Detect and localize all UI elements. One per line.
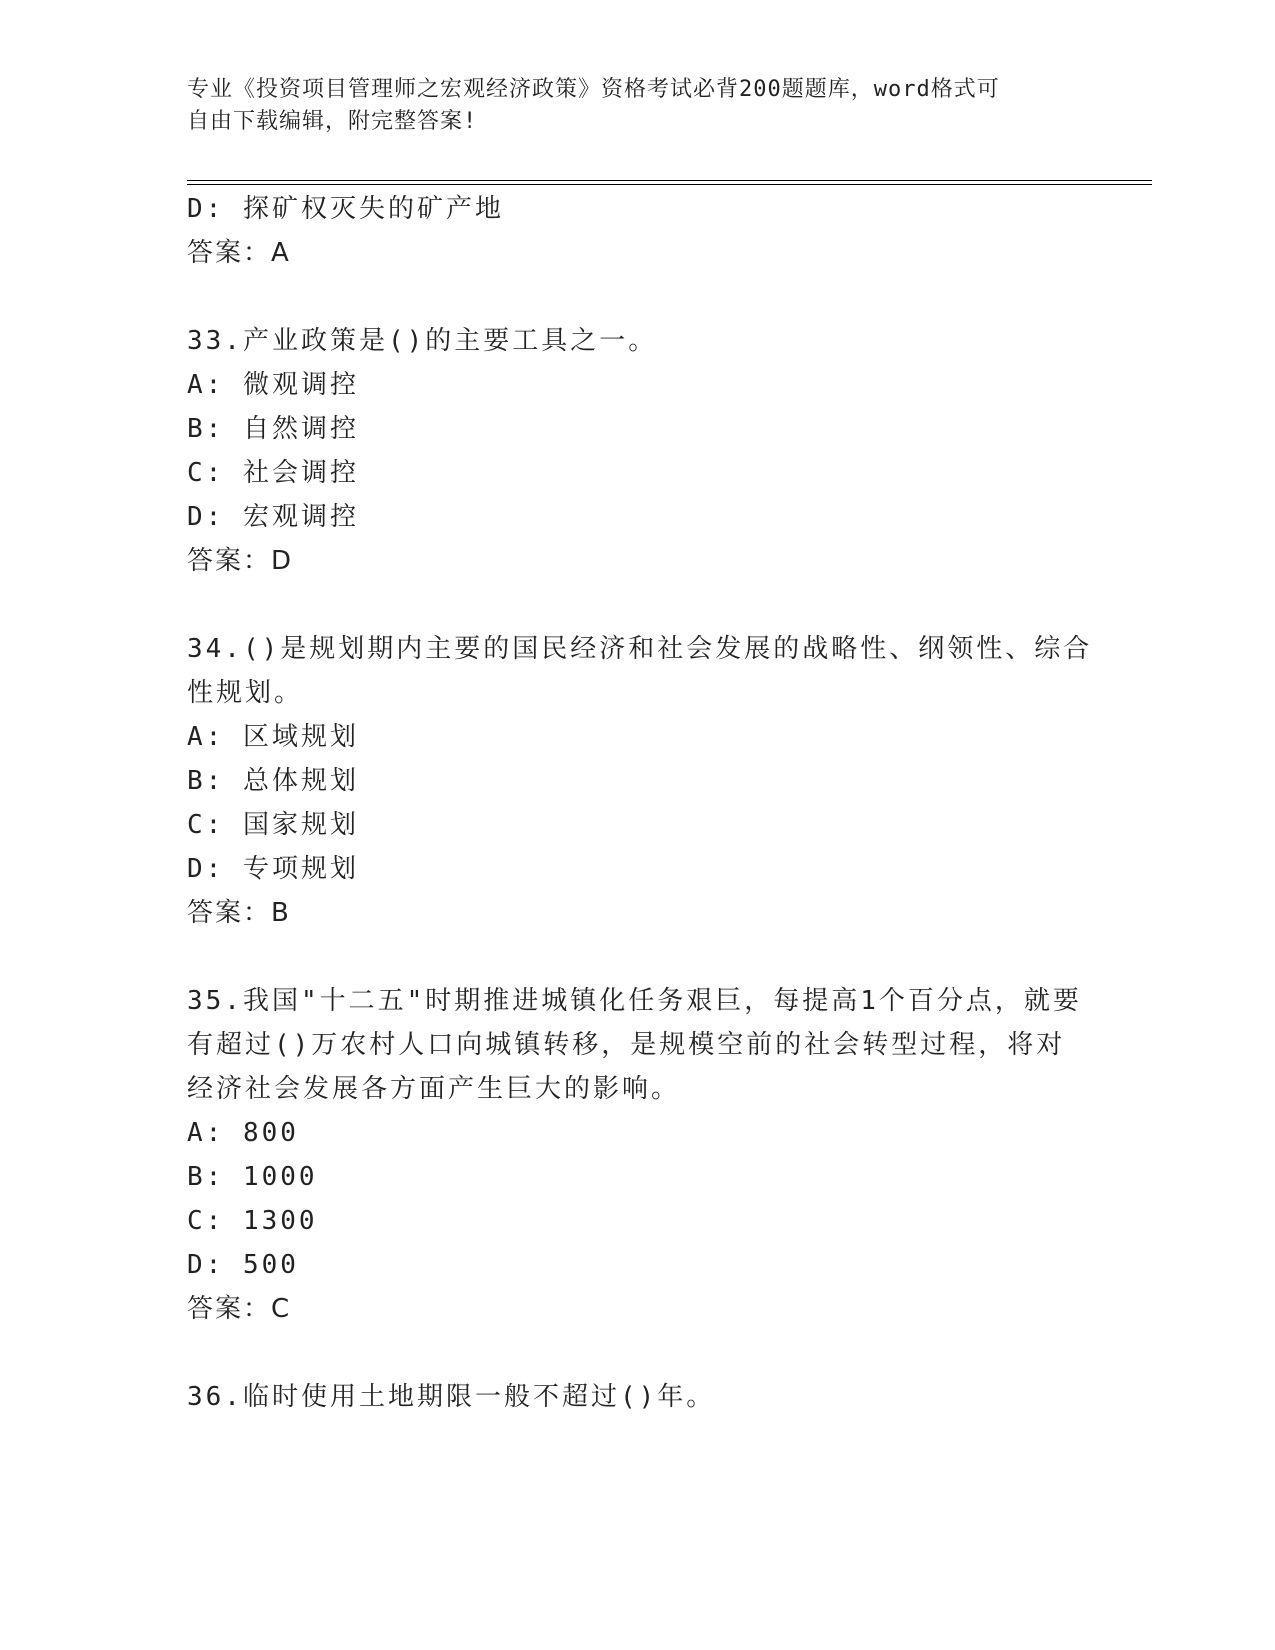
q34-option-a: A: 区域规划	[187, 722, 359, 752]
q34-option-c: C: 国家规划	[187, 810, 359, 840]
document-header	[187, 74, 1077, 138]
prev-answer: 答案：A	[187, 238, 291, 268]
q33-answer: 答案：D	[187, 546, 294, 576]
header-divider-top	[187, 180, 1152, 181]
q34-stem-line-2: 性规划。	[187, 678, 304, 708]
header-line-2: 自由下载编辑，附完整答案!	[187, 109, 478, 134]
q35-option-b: B: 1000	[187, 1162, 318, 1192]
q34-option-b: B: 总体规划	[187, 766, 359, 796]
q35-option-a: A: 800	[187, 1118, 299, 1148]
header-line-1: 专业《投资项目管理师之宏观经济政策》资格考试必背200题题库，word格式可	[187, 77, 1000, 102]
q35-stem-line-1: 35.我国"十二五"时期推进城镇化任务艰巨，每提高1个百分点，就要	[187, 986, 1082, 1016]
q33-option-d: D: 宏观调控	[187, 502, 359, 532]
q33-option-b: B: 自然调控	[187, 414, 359, 444]
q35-option-d: D: 500	[187, 1250, 299, 1280]
q35-stem-line-2: 有超过()万农村人口向城镇转移，是规模空前的社会转型过程，将对	[187, 1030, 1066, 1060]
q34-stem-line-1: 34.()是规划期内主要的国民经济和社会发展的战略性、纲领性、综合	[187, 634, 1093, 664]
q34-option-d: D: 专项规划	[187, 854, 359, 884]
q35-stem-line-3: 经济社会发展各方面产生巨大的影响。	[187, 1074, 681, 1104]
q36-stem: 36.临时使用土地期限一般不超过()年。	[187, 1382, 716, 1412]
prev-option-d: D: 探矿权灭失的矿产地	[187, 194, 504, 224]
q33-option-c: C: 社会调控	[187, 458, 359, 488]
q33-option-a: A: 微观调控	[187, 370, 359, 400]
q35-option-c: C: 1300	[187, 1206, 318, 1236]
header-divider-bottom	[187, 184, 1152, 185]
q33-stem: 33.产业政策是()的主要工具之一。	[187, 326, 658, 356]
q34-answer: 答案：B	[187, 898, 291, 928]
q35-answer: 答案：C	[187, 1294, 292, 1324]
